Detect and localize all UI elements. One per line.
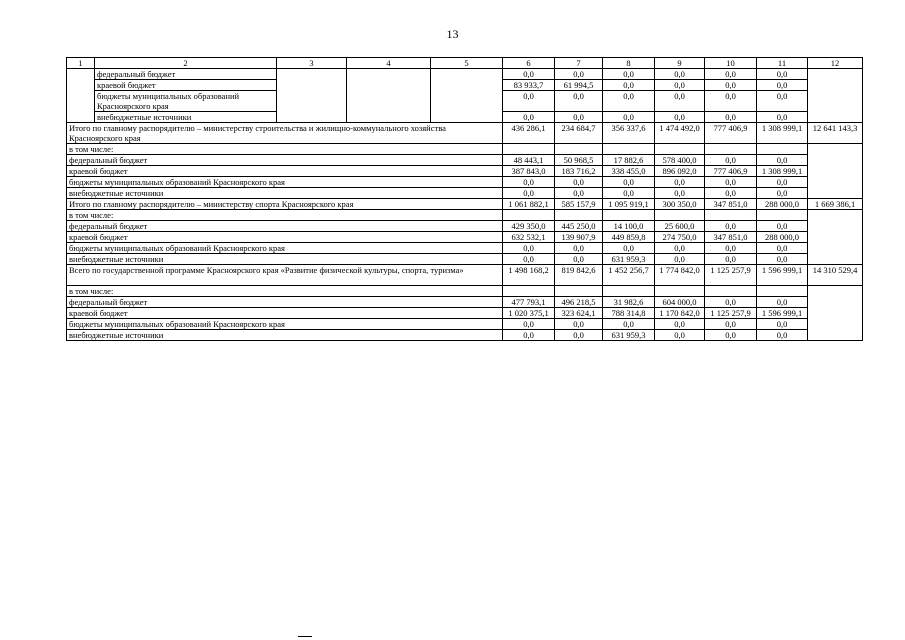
value-cell: 25 600,0: [655, 221, 705, 232]
total-value-cell: 356 337,6: [603, 123, 655, 144]
value-cell: 0,0: [603, 319, 655, 330]
value-cell: 0,0: [555, 177, 603, 188]
header-cell: 2: [95, 58, 277, 69]
table-row: [67, 243, 863, 254]
table-body: [67, 58, 863, 341]
value-cell: 0,0: [757, 177, 808, 188]
value-cell: 0,0: [655, 243, 705, 254]
total-value-cell: 1 125 257,9: [705, 265, 757, 286]
total-value-cell: 288 000,0: [757, 199, 808, 210]
table-row: [67, 232, 863, 243]
value-cell: 14 100,0: [603, 221, 655, 232]
value-cell: 0,0: [503, 254, 555, 265]
value-cell: 445 250,0: [555, 221, 603, 232]
row-label: внебюджетные источники: [67, 188, 503, 199]
empty-cell: [655, 210, 705, 221]
row-label: краевой бюджет: [67, 232, 503, 243]
value-cell: 0,0: [555, 254, 603, 265]
value-cell: 0,0: [503, 112, 555, 123]
total-value-cell: 1 669 386,1: [808, 199, 863, 210]
value-cell: 0,0: [655, 188, 705, 199]
total-value-cell: 819 842,6: [555, 265, 603, 286]
value-cell: 0,0: [705, 188, 757, 199]
table-row: [67, 155, 863, 166]
value-cell: 0,0: [757, 155, 808, 166]
total-value-cell: 300 350,0: [655, 199, 705, 210]
empty-cell: [347, 69, 431, 123]
value-cell: 896 092,0: [655, 166, 705, 177]
empty-cell: [757, 144, 808, 155]
value-cell: 0,0: [705, 297, 757, 308]
empty-cell: [555, 210, 603, 221]
budget-table: [66, 57, 863, 341]
table-row: [67, 297, 863, 308]
total-label: Итого по главному распорядителю – министерству спорта Красноярского края: [67, 199, 503, 210]
value-cell: 347 851,0: [705, 232, 757, 243]
empty-cell: [603, 286, 655, 297]
empty-cell: [603, 210, 655, 221]
row-label: краевой бюджет: [67, 166, 503, 177]
value-cell: 0,0: [705, 112, 757, 123]
total-value-cell: 14 310 529,4: [808, 265, 863, 286]
value-cell: 48 443,1: [503, 155, 555, 166]
total-value-cell: 777 406,9: [705, 123, 757, 144]
table-row: [67, 166, 863, 177]
value-cell: 0,0: [705, 155, 757, 166]
value-cell: 0,0: [655, 177, 705, 188]
row-label: краевой бюджет: [67, 308, 503, 319]
table-row: [67, 123, 863, 144]
value-cell: 0,0: [555, 91, 603, 112]
empty-cell: [603, 144, 655, 155]
total-value-cell: 12 641 143,3: [808, 123, 863, 144]
value-cell: 0,0: [705, 69, 757, 80]
header-cell: 5: [431, 58, 503, 69]
value-cell: 0,0: [757, 80, 808, 91]
row-label: бюджеты муниципальных образований Красноярского края: [67, 319, 503, 330]
footer-mark: [298, 636, 312, 637]
value-cell: 0,0: [705, 254, 757, 265]
table-row: [67, 199, 863, 210]
header-cell: 9: [655, 58, 705, 69]
empty-cell: [808, 69, 863, 123]
value-cell: 0,0: [655, 91, 705, 112]
value-cell: 0,0: [603, 188, 655, 199]
value-cell: 0,0: [757, 319, 808, 330]
value-cell: 777 406,9: [705, 166, 757, 177]
table-row: [67, 144, 863, 155]
value-cell: 0,0: [655, 69, 705, 80]
value-cell: 0,0: [503, 330, 555, 341]
value-cell: 0,0: [555, 188, 603, 199]
row-label: федеральный бюджет: [95, 69, 277, 80]
including-label: в том числе:: [67, 144, 503, 155]
value-cell: 50 968,5: [555, 155, 603, 166]
value-cell: 0,0: [503, 91, 555, 112]
total-value-cell: 1 474 492,0: [655, 123, 705, 144]
value-cell: 0,0: [705, 330, 757, 341]
value-cell: 0,0: [503, 177, 555, 188]
including-label: в том числе:: [67, 286, 503, 297]
value-cell: 139 907,9: [555, 232, 603, 243]
table-row: [67, 69, 863, 80]
value-cell: 0,0: [757, 112, 808, 123]
value-cell: 17 882,6: [603, 155, 655, 166]
value-cell: 0,0: [705, 177, 757, 188]
empty-cell: [705, 144, 757, 155]
header-cell: 10: [705, 58, 757, 69]
value-cell: 0,0: [757, 221, 808, 232]
value-cell: 0,0: [555, 330, 603, 341]
total-value-cell: 1 061 882,1: [503, 199, 555, 210]
value-cell: 496 218,5: [555, 297, 603, 308]
value-cell: 0,0: [603, 69, 655, 80]
value-cell: 0,0: [757, 297, 808, 308]
value-cell: 0,0: [503, 69, 555, 80]
value-cell: 0,0: [705, 243, 757, 254]
value-cell: 604 000,0: [655, 297, 705, 308]
row-label: бюджеты муниципальных образований Красноярского края: [67, 177, 503, 188]
total-value-cell: 1 095 919,1: [603, 199, 655, 210]
total-value-cell: 1 452 256,7: [603, 265, 655, 286]
value-cell: 0,0: [603, 91, 655, 112]
total-label: Итого по главному распорядителю – министерству строительства и жилищно-коммунального хозяйства Красноярского края: [67, 123, 503, 144]
header-cell: 11: [757, 58, 808, 69]
total-value-cell: 234 684,7: [555, 123, 603, 144]
table-row: [67, 177, 863, 188]
value-cell: 0,0: [655, 80, 705, 91]
row-label: федеральный бюджет: [67, 221, 503, 232]
value-cell: 578 400,0: [655, 155, 705, 166]
total-value-cell: 1 596 999,1: [757, 265, 808, 286]
header-cell: 7: [555, 58, 603, 69]
value-cell: 338 455,0: [603, 166, 655, 177]
value-cell: 83 933,7: [503, 80, 555, 91]
value-cell: 0,0: [655, 254, 705, 265]
empty-cell: [705, 286, 757, 297]
total-label: Всего по государственной программе Красноярского края «Развитие физической культуры, спорта, туризма»: [67, 265, 503, 286]
page-number: 13: [446, 27, 459, 41]
table-row: [67, 286, 863, 297]
value-cell: 1 308 999,1: [757, 166, 808, 177]
value-cell: 0,0: [757, 243, 808, 254]
value-cell: 0,0: [757, 69, 808, 80]
value-cell: 631 959,3: [603, 330, 655, 341]
value-cell: 274 750,0: [655, 232, 705, 243]
empty-cell: [808, 144, 863, 199]
value-cell: 61 994,5: [555, 80, 603, 91]
empty-cell: [555, 286, 603, 297]
value-cell: 183 716,2: [555, 166, 603, 177]
total-value-cell: 1 308 999,1: [757, 123, 808, 144]
total-value-cell: 347 851,0: [705, 199, 757, 210]
table-row: [67, 308, 863, 319]
value-cell: 429 350,0: [503, 221, 555, 232]
value-cell: 788 314,8: [603, 308, 655, 319]
row-label: внебюджетные источники: [67, 330, 503, 341]
table-row: [67, 254, 863, 265]
value-cell: 0,0: [655, 112, 705, 123]
including-label: в том числе:: [67, 210, 503, 221]
row-label: внебюджетные источники: [67, 254, 503, 265]
empty-cell: [503, 144, 555, 155]
value-cell: 1 170 842,0: [655, 308, 705, 319]
empty-cell: [705, 210, 757, 221]
value-cell: 0,0: [757, 188, 808, 199]
row-label: федеральный бюджет: [67, 155, 503, 166]
value-cell: 632 532,1: [503, 232, 555, 243]
total-value-cell: 436 286,1: [503, 123, 555, 144]
row-label: федеральный бюджет: [67, 297, 503, 308]
empty-cell: [655, 144, 705, 155]
header-cell: 6: [503, 58, 555, 69]
table-row: [67, 58, 863, 69]
value-cell: 0,0: [603, 177, 655, 188]
value-cell: 0,0: [705, 91, 757, 112]
header-cell: 8: [603, 58, 655, 69]
value-cell: 0,0: [757, 330, 808, 341]
value-cell: 631 959,3: [603, 254, 655, 265]
total-value-cell: 585 157,9: [555, 199, 603, 210]
table-row: [67, 221, 863, 232]
value-cell: 0,0: [757, 91, 808, 112]
table-row: [67, 210, 863, 221]
header-cell: 1: [67, 58, 95, 69]
empty-cell: [431, 69, 503, 123]
table-row: [67, 265, 863, 286]
header-cell: 4: [347, 58, 431, 69]
value-cell: 0,0: [757, 254, 808, 265]
empty-cell: [67, 69, 95, 123]
value-cell: 387 843,0: [503, 166, 555, 177]
row-label: внебюджетные источники: [95, 112, 277, 123]
total-value-cell: 1 774 842,0: [655, 265, 705, 286]
header-cell: 12: [808, 58, 863, 69]
empty-cell: [757, 210, 808, 221]
row-label: краевой бюджет: [95, 80, 277, 91]
value-cell: 0,0: [603, 112, 655, 123]
value-cell: 0,0: [603, 243, 655, 254]
value-cell: 0,0: [555, 243, 603, 254]
empty-cell: [655, 286, 705, 297]
value-cell: 0,0: [503, 319, 555, 330]
row-label: бюджеты муниципальных образований Красноярского края: [95, 91, 277, 112]
table-row: [67, 188, 863, 199]
value-cell: 0,0: [555, 319, 603, 330]
value-cell: 477 793,1: [503, 297, 555, 308]
table-row: [67, 319, 863, 330]
value-cell: 0,0: [655, 319, 705, 330]
value-cell: 0,0: [705, 80, 757, 91]
value-cell: 323 624,1: [555, 308, 603, 319]
row-label: бюджеты муниципальных образований Красноярского края: [67, 243, 503, 254]
value-cell: 0,0: [603, 80, 655, 91]
empty-cell: [503, 286, 555, 297]
value-cell: 0,0: [655, 330, 705, 341]
value-cell: 0,0: [503, 243, 555, 254]
value-cell: 0,0: [503, 188, 555, 199]
empty-cell: [277, 69, 347, 123]
value-cell: 31 982,6: [603, 297, 655, 308]
total-value-cell: 1 498 168,2: [503, 265, 555, 286]
value-cell: 288 000,0: [757, 232, 808, 243]
value-cell: 1 596 999,1: [757, 308, 808, 319]
empty-cell: [555, 144, 603, 155]
empty-cell: [757, 286, 808, 297]
value-cell: 1 125 257,9: [705, 308, 757, 319]
header-cell: 3: [277, 58, 347, 69]
value-cell: 1 020 375,1: [503, 308, 555, 319]
empty-cell: [808, 210, 863, 265]
value-cell: 0,0: [555, 112, 603, 123]
value-cell: 0,0: [555, 69, 603, 80]
value-cell: 449 859,8: [603, 232, 655, 243]
table-row: [67, 330, 863, 341]
value-cell: 0,0: [705, 221, 757, 232]
empty-cell: [808, 286, 863, 341]
empty-cell: [503, 210, 555, 221]
value-cell: 0,0: [705, 319, 757, 330]
